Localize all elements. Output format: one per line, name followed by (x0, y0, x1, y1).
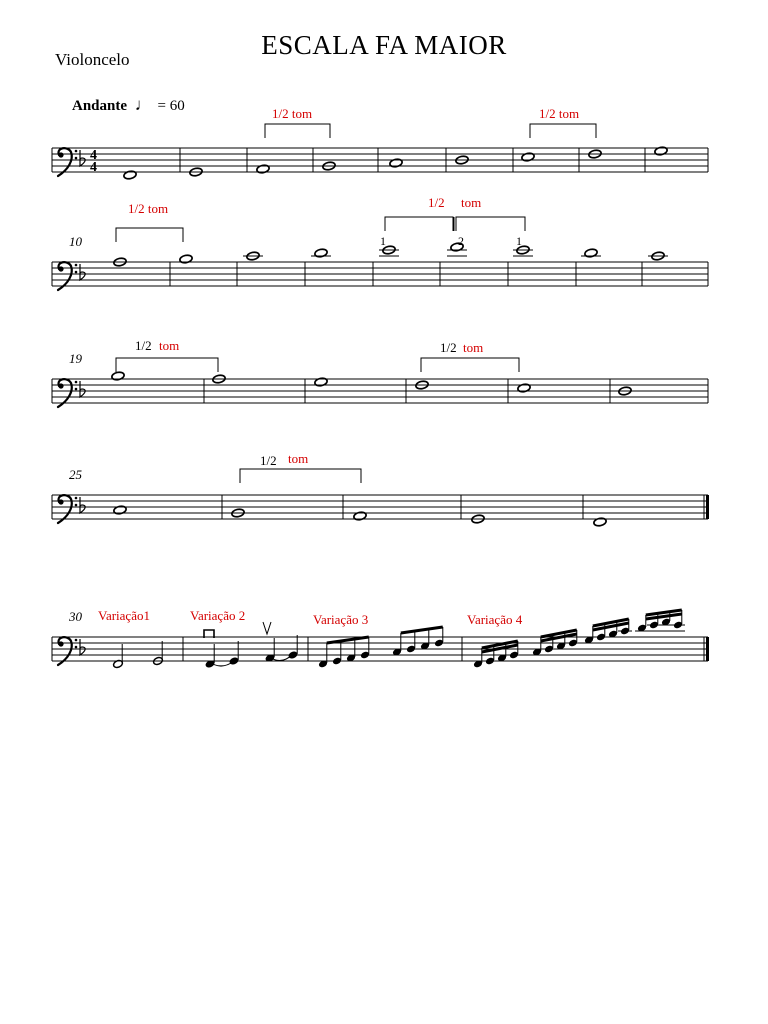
tempo-word: Andante (72, 98, 128, 114)
bass-clef-dot (75, 271, 78, 274)
measure-number: 10 (69, 234, 82, 249)
half-step-label: 1/2 tom (539, 106, 580, 121)
flat-icon (80, 381, 85, 397)
half-step-bracket (421, 358, 519, 372)
half-step-bracket (456, 217, 525, 231)
half-step-bracket (240, 469, 361, 483)
fingering-number: 1 (516, 234, 522, 248)
half-step-bracket (116, 228, 183, 242)
half-step-label: tom (461, 195, 482, 210)
variation-label: Variação 4 (467, 612, 523, 627)
bass-clef-icon (58, 266, 63, 271)
variation-label: Variação1 (98, 608, 150, 623)
time-signature-numerator: 4 (90, 148, 97, 163)
bass-clef-dot (75, 264, 78, 267)
bass-clef-dot (75, 381, 78, 384)
flat-icon (80, 150, 85, 166)
half-step-label: 1/2 tom (272, 106, 313, 121)
half-step-label: 1/2 (260, 453, 277, 468)
measure-number: 25 (69, 467, 82, 482)
measure-number: 19 (69, 351, 82, 366)
bass-clef-icon (58, 383, 63, 388)
quarter-note-icon: ♩ (134, 95, 152, 114)
half-step-label: tom (159, 338, 180, 353)
fingering-number: 2 (458, 234, 464, 248)
measure-number: 30 (69, 609, 82, 624)
time-signature-denominator: 4 (90, 160, 97, 175)
instrument-name: Violoncelo (55, 50, 130, 69)
bass-clef-icon (58, 641, 63, 646)
bass-clef-dot (75, 150, 78, 153)
flat-icon (80, 497, 85, 513)
variation-label: Variação 2 (190, 608, 246, 623)
bass-clef-dot (75, 504, 78, 507)
half-step-label: tom (463, 340, 484, 355)
half-step-label: 1/2 (428, 195, 445, 210)
half-step-label: 1/2 (135, 338, 152, 353)
fingering-number: 1 (380, 234, 386, 248)
bass-clef-dot (75, 157, 78, 160)
note-beam (401, 627, 443, 633)
bass-clef-dot (75, 646, 78, 649)
note-beam (327, 637, 369, 643)
half-step-bracket (385, 217, 453, 231)
bass-clef-dot (75, 639, 78, 642)
bass-clef-icon (58, 152, 63, 157)
bass-clef-icon (58, 499, 63, 504)
page-title: ESCALA FA MAIOR (261, 30, 507, 60)
flat-icon (80, 264, 85, 280)
up-bow-icon (263, 622, 271, 634)
half-step-label: tom (288, 451, 309, 466)
half-step-bracket (116, 358, 218, 372)
half-step-label: 1/2 (440, 340, 457, 355)
half-step-bracket (265, 124, 330, 138)
half-step-bracket (530, 124, 596, 138)
tempo-value: = 60 (157, 98, 185, 114)
half-step-label: 1/2 tom (128, 201, 169, 216)
flat-icon (80, 639, 85, 655)
bass-clef-dot (75, 497, 78, 500)
variation-label: Variação 3 (313, 612, 369, 627)
bass-clef-dot (75, 388, 78, 391)
